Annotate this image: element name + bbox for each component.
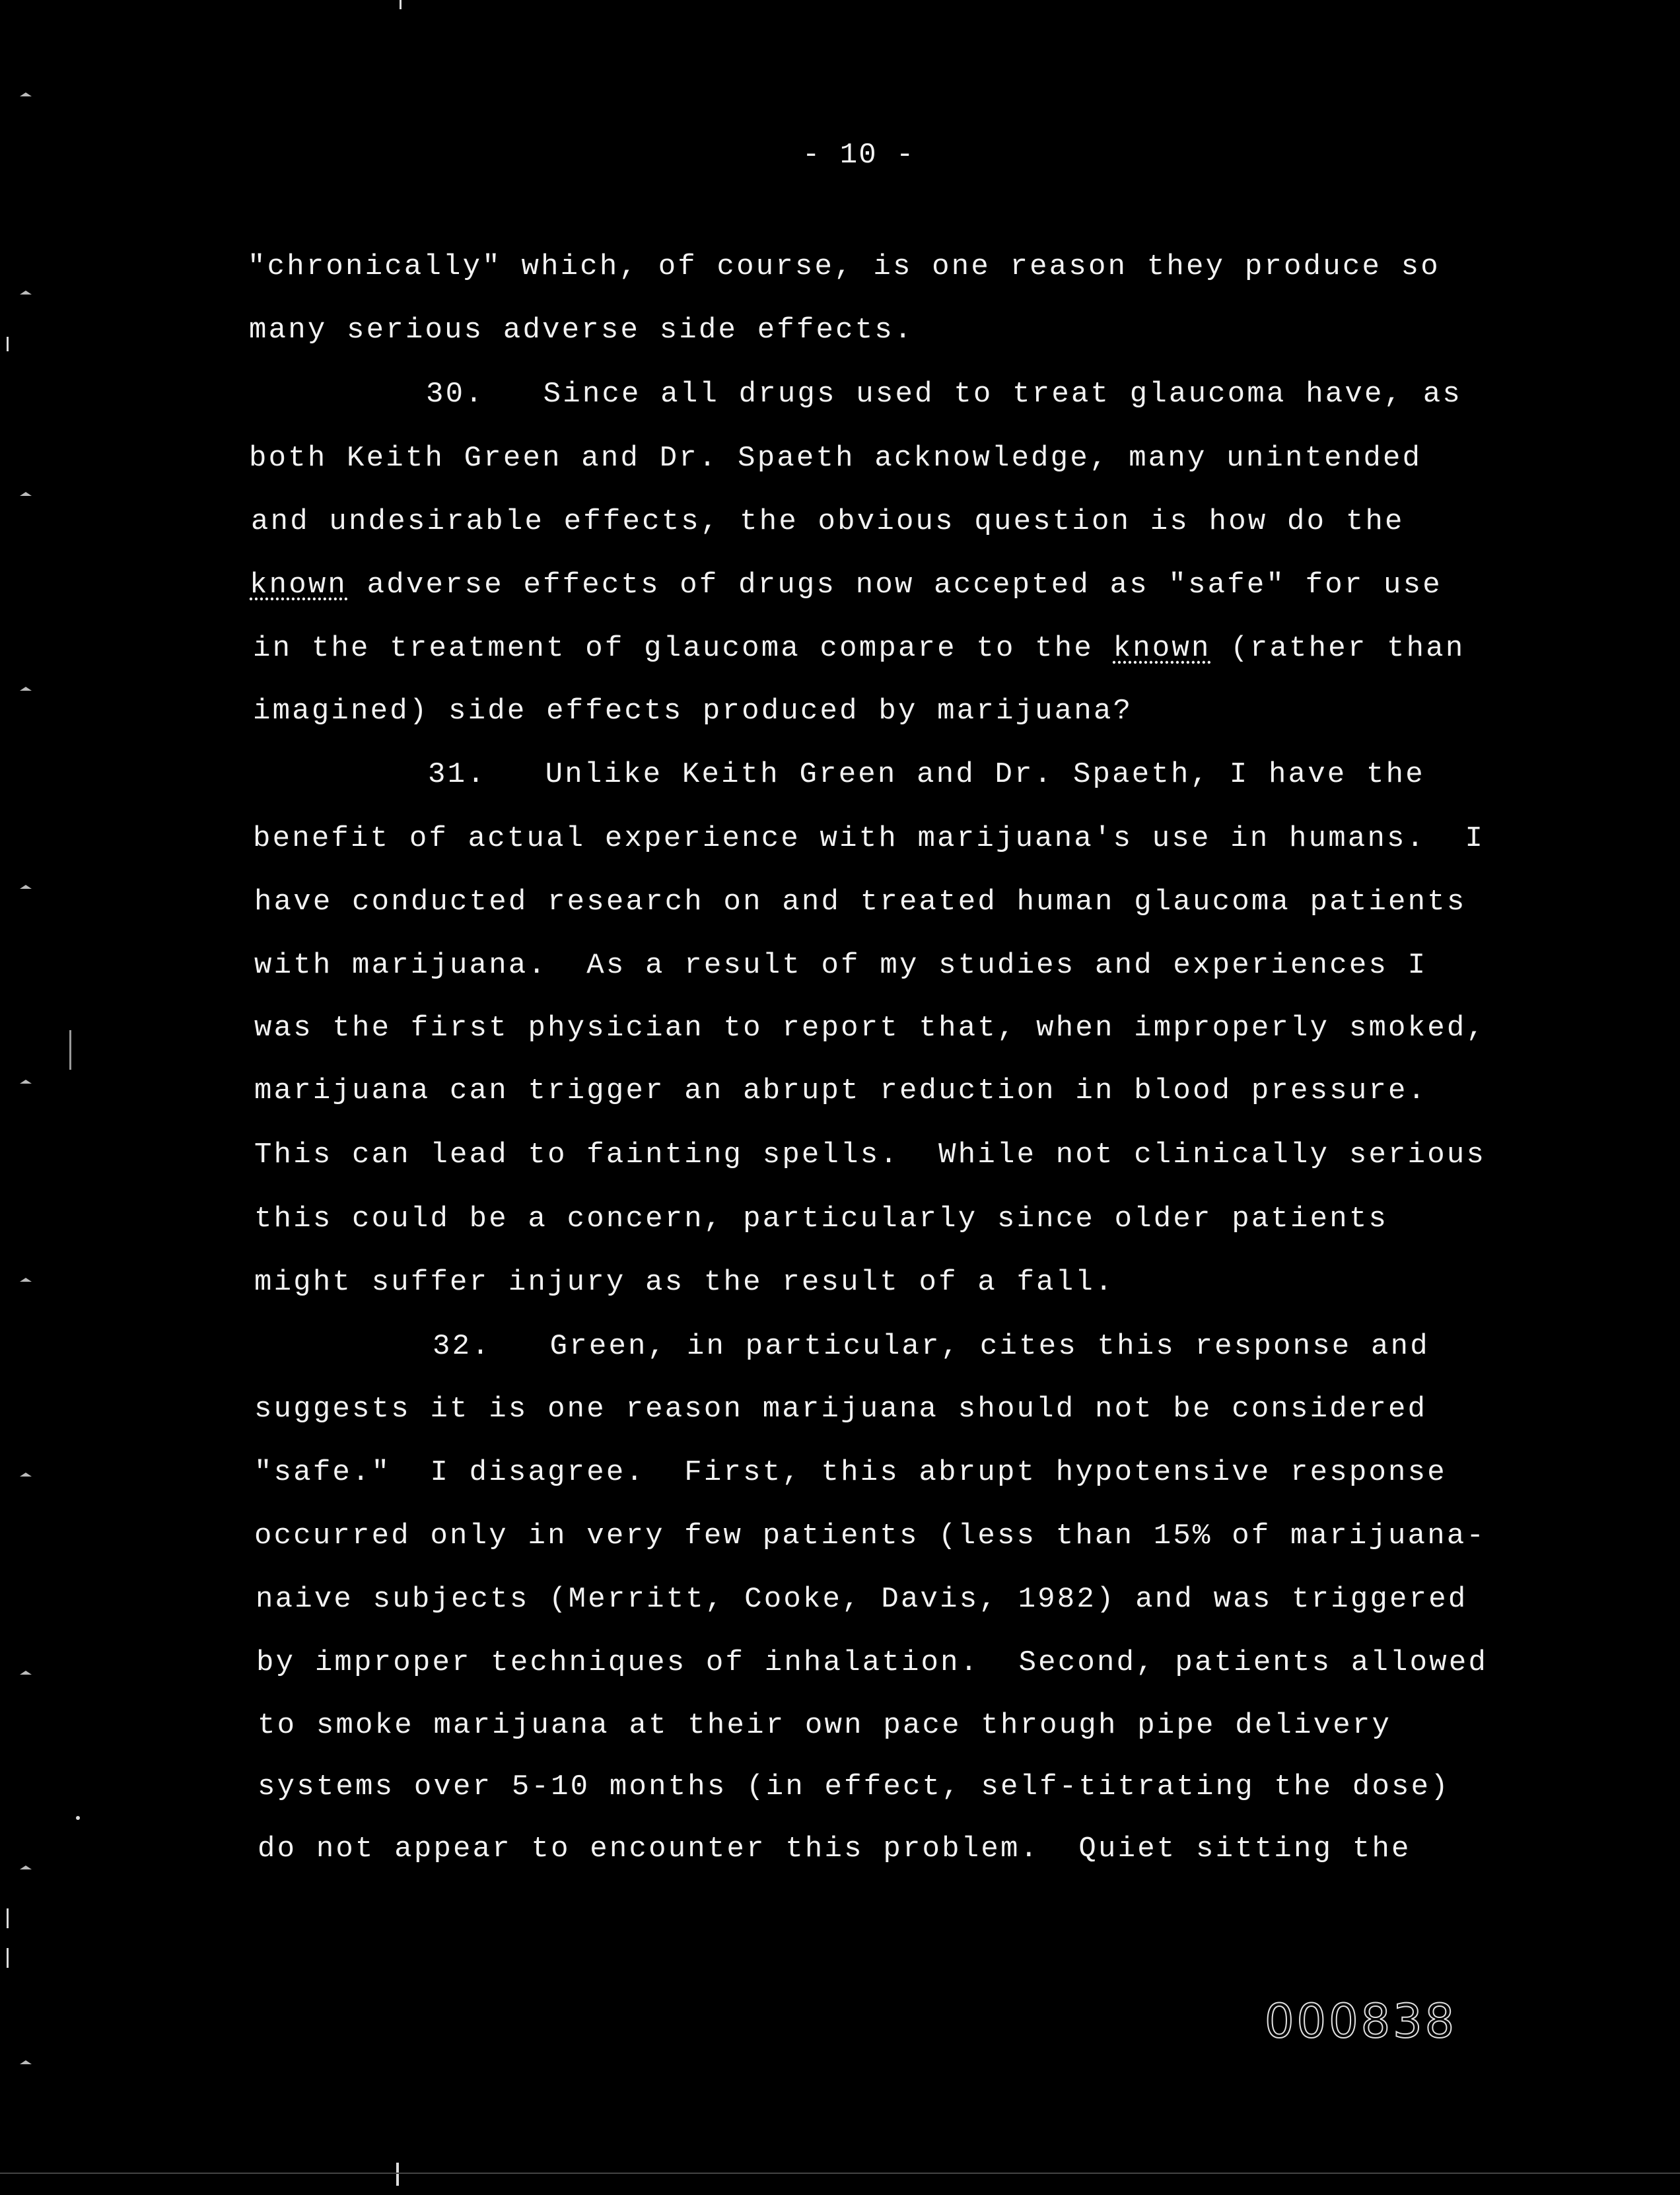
scan-mark — [20, 1080, 32, 1084]
scan-mark — [396, 2163, 399, 2186]
scan-mark — [20, 1473, 32, 1477]
text-line: with marijuana. As a result of my studies and experiences I — [254, 949, 1428, 982]
scan-mark — [76, 1816, 80, 1820]
text-line: do not appear to encounter this problem. Quiet sitting the — [258, 1832, 1411, 1865]
paragraph-32-start: 32. Green, in particular, cites this response and — [433, 1330, 1430, 1363]
text-line: "safe." I disagree. First, this abrupt hypotensive response — [254, 1456, 1447, 1489]
text-segment: in the treatment of glaucoma compare to the — [253, 632, 1113, 665]
text-line: might suffer injury as the result of a fall. — [254, 1266, 1115, 1299]
text-line: many serious adverse side effects. — [249, 314, 914, 347]
text-segment: adverse effects of drugs now accepted as "safe" for use — [347, 569, 1442, 602]
bates-number: 000838 — [1265, 1994, 1457, 2048]
text-line: was the first physician to report that, when improperly smoked, — [254, 1012, 1487, 1045]
text-line: occurred only in very few patients (less than 15% of marijuana- — [254, 1519, 1487, 1552]
text-line: to smoke marijuana at their own pace through pipe delivery — [258, 1709, 1392, 1742]
text-line: have conducted research on and treated human glaucoma patients — [254, 886, 1467, 919]
text-line: benefit of actual experience with marijuana's use in humans. I — [253, 822, 1485, 855]
scan-mark — [20, 492, 32, 496]
text-line — [250, 571, 1442, 600]
text-line: "chronically" which, of course, is one reason they produce so — [248, 250, 1440, 283]
scan-mark — [20, 1865, 32, 1869]
scan-edge — [0, 2173, 1680, 2174]
scan-mark — [7, 1908, 9, 1928]
page-number: - 10 - — [802, 139, 915, 172]
text-line: suggests it is one reason marijuana should not be considered — [254, 1393, 1428, 1426]
paragraph-31-start: 31. Unlike Keith Green and Dr. Spaeth, I have the — [428, 758, 1425, 791]
text-line — [253, 634, 1465, 663]
scan-mark — [20, 92, 32, 96]
text-line: imagined) side effects produced by marijuana? — [253, 695, 1133, 728]
text-line: and undesirable effects, the obvious question is how do the — [251, 505, 1405, 538]
text-line: this could be a concern, particularly since older patients — [254, 1202, 1389, 1236]
text-segment: (rather than — [1210, 632, 1465, 665]
text-line: This can lead to fainting spells. While not clinically serious — [254, 1138, 1487, 1171]
scan-mark — [20, 291, 32, 295]
text-line: marijuana can trigger an abrupt reduction in blood pressure. — [254, 1074, 1428, 1107]
text-line: by improper techniques of inhalation. Second, patients allowed — [256, 1646, 1488, 1679]
scan-mark — [20, 885, 32, 889]
text-line: both Keith Green and Dr. Spaeth acknowledge, many unintended — [249, 442, 1422, 475]
text-line: systems over 5-10 months (in effect, self-titrating the dose) — [258, 1770, 1450, 1803]
text-line: naive subjects (Merritt, Cooke, Davis, 1982) and was triggered — [256, 1583, 1468, 1616]
underlined-word: known — [1113, 632, 1211, 665]
scan-mark — [400, 0, 402, 9]
scan-mark — [69, 1030, 71, 1070]
scan-mark — [20, 1278, 32, 1282]
underlined-word: known — [250, 569, 348, 602]
scan-mark — [20, 2060, 32, 2064]
paragraph-30-start: 30. Since all drugs used to treat glaucoma have, as — [426, 378, 1463, 411]
scan-mark — [20, 687, 32, 691]
scan-mark — [7, 337, 9, 351]
scan-mark — [20, 1671, 32, 1675]
scan-mark — [7, 1948, 9, 1968]
